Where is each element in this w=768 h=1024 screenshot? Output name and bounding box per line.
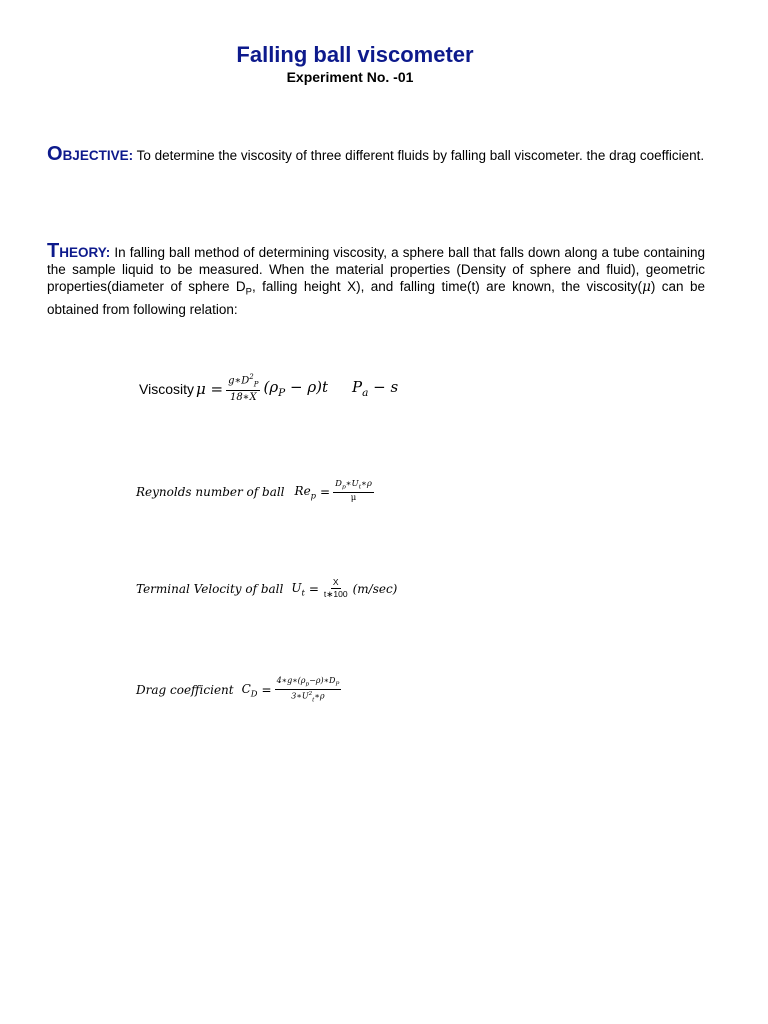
viscosity-unit-tail: − s xyxy=(368,378,399,396)
objective-text: To determine the viscosity of three different fluids by falling ball viscometer. the drag coefficient. xyxy=(133,148,705,163)
drag-fraction xyxy=(275,677,342,703)
terminal-label: Terminal Velocity of ball xyxy=(136,581,284,596)
drag-equals: = xyxy=(261,683,272,698)
terminal-fraction xyxy=(322,578,350,600)
reynolds-numerator xyxy=(333,480,374,493)
theory-paragraph xyxy=(47,240,706,318)
theory-text-c: ) can be obtained from following relation: xyxy=(47,279,706,317)
drag-lhs xyxy=(242,682,258,698)
experiment-number: Experiment No. -01 xyxy=(286,69,414,85)
drag-label: Drag coefficient xyxy=(136,683,234,698)
viscosity-label: Viscosity xyxy=(139,380,194,397)
viscosity-rhs-sub: P xyxy=(278,387,286,399)
drag-lhs-text: C xyxy=(241,681,251,696)
drag-den-sub: t xyxy=(312,696,315,703)
theory-mu: μ xyxy=(642,279,651,295)
terminal-lhs xyxy=(291,581,305,597)
reynolds-num-mid: ∗U xyxy=(345,479,359,489)
viscosity-num-sub: P xyxy=(253,380,259,389)
theory-sub-p: P xyxy=(245,286,252,298)
viscosity-num-text: g∗D xyxy=(228,375,250,387)
viscosity-fraction xyxy=(226,374,260,403)
reynolds-denominator: μ xyxy=(350,493,357,504)
reynolds-lhs-text: Re xyxy=(294,483,311,498)
terminal-equals: = xyxy=(308,581,319,596)
viscosity-unit xyxy=(352,378,398,399)
viscosity-unit-p: P xyxy=(352,378,363,396)
drag-den-tail: ∗ρ xyxy=(314,691,325,701)
drag-numerator xyxy=(275,677,342,690)
theory-text-a: In falling ball method of determining viscosity, a sphere ball that falls down along a tube containing the sample liquid to be measured. When the material properties (Density of sphere and fluid), geometric properties(diameter of sphere D xyxy=(47,245,705,294)
reynolds-num-sub: p xyxy=(341,483,346,491)
reynolds-num-tail: ∗ρ xyxy=(361,479,372,489)
viscosity-unit-sub: a xyxy=(362,387,369,399)
reynolds-num-d: D xyxy=(335,479,342,489)
viscosity-numerator xyxy=(226,374,260,391)
reynolds-lhs xyxy=(295,484,317,500)
terminal-denominator: t∗100 xyxy=(323,589,348,600)
theory-initial: T xyxy=(47,240,60,262)
drag-den-sup: 2 xyxy=(308,690,313,697)
terminal-unit: (m/sec) xyxy=(352,581,398,596)
viscosity-denominator: 18∗X xyxy=(229,392,257,404)
viscosity-equation xyxy=(139,374,398,403)
viscosity-rhs xyxy=(263,378,328,399)
reynolds-lhs-sub: p xyxy=(310,489,317,500)
drag-num-sub: p xyxy=(305,681,310,688)
objective-paragraph xyxy=(47,143,705,165)
drag-num-sub2: P xyxy=(335,681,340,688)
drag-den-text: 3∗U xyxy=(291,691,309,701)
drag-num-text: 4∗g∗(ρ xyxy=(276,676,306,685)
reynolds-label: Reynolds number of ball xyxy=(136,484,285,499)
drag-coefficient-equation xyxy=(136,677,344,703)
viscosity-rhs-tail: − ρ)t xyxy=(285,378,329,396)
reynolds-num-sub2: t xyxy=(358,483,362,491)
objective-initial: O xyxy=(47,143,63,165)
theory-heading: HEORY: xyxy=(59,245,111,260)
theory-text-b: , falling height X), and falling time(t) are known, the viscosity( xyxy=(251,279,643,294)
viscosity-rhs-open: (ρ xyxy=(263,378,279,396)
drag-num-mid: −ρ)∗D xyxy=(309,676,336,685)
terminal-velocity-equation xyxy=(136,578,397,600)
objective-heading: BJECTIVE: xyxy=(62,148,134,163)
terminal-lhs-sub: t xyxy=(301,587,305,598)
terminal-lhs-text: U xyxy=(291,580,302,595)
drag-lhs-sub: D xyxy=(250,688,258,699)
terminal-numerator: X xyxy=(331,578,341,589)
drag-denominator xyxy=(289,690,326,703)
viscosity-num-sup: 2 xyxy=(249,373,254,381)
reynolds-equation xyxy=(136,480,377,504)
reynolds-fraction xyxy=(333,480,374,504)
viscosity-lhs: μ = xyxy=(195,379,224,398)
reynolds-equals: = xyxy=(320,484,331,499)
page-title: Falling ball viscometer xyxy=(236,42,474,67)
